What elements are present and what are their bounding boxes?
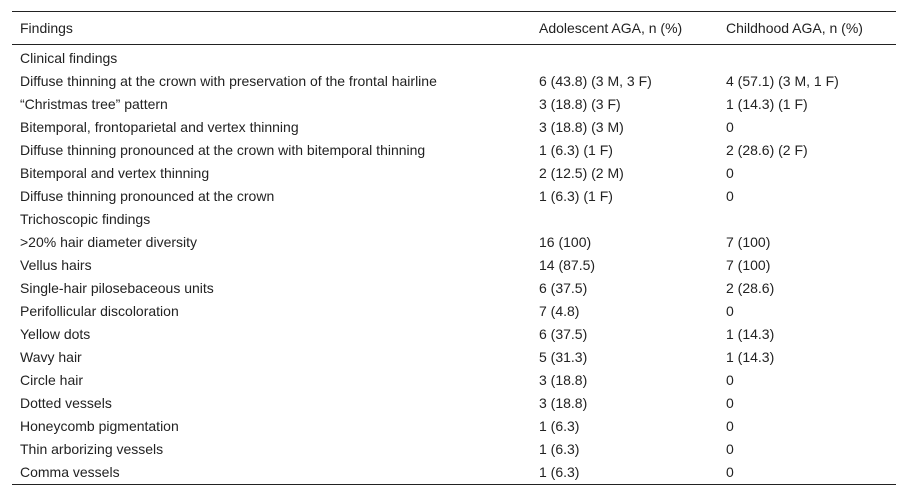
finding-cell: Comma vessels: [20, 464, 120, 480]
finding-cell: Wavy hair: [20, 349, 82, 365]
adolescent-value-cell: 3 (18.8): [539, 395, 588, 411]
adolescent-value-cell: 6 (37.5): [539, 280, 588, 296]
childhood-value-cell: 0: [726, 395, 734, 411]
adolescent-value-cell: 1 (6.3) (1 F): [539, 188, 613, 204]
table-header: [12, 12, 896, 45]
childhood-value-cell: 1 (14.3) (1 F): [726, 96, 808, 112]
finding-cell: Thin arborizing vessels: [20, 441, 164, 457]
finding-cell: Single-hair pilosebaceous units: [20, 280, 214, 296]
adolescent-value-cell: 3 (18.8) (3 F): [539, 96, 621, 112]
adolescent-value-cell: 2 (12.5) (2 M): [539, 165, 624, 181]
header-adolescent-aga: Adolescent AGA, n (%): [539, 20, 683, 36]
adolescent-value-cell: 6 (37.5): [539, 326, 588, 342]
findings-table-container: [12, 11, 896, 485]
section-label: Trichoscopic findings: [20, 211, 151, 227]
adolescent-value-cell: 5 (31.3): [539, 349, 588, 365]
table-row: [12, 461, 896, 485]
table-row: [12, 415, 896, 438]
table-row: [12, 346, 896, 369]
childhood-value-cell: 0: [726, 303, 734, 319]
childhood-value-cell: 7 (100): [726, 257, 771, 273]
adolescent-value-cell: 6 (43.8) (3 M, 3 F): [539, 73, 652, 89]
table-body: [12, 45, 896, 485]
finding-cell: “Christmas tree” pattern: [20, 96, 168, 112]
finding-cell: Vellus hairs: [20, 257, 92, 273]
table-row: [12, 93, 896, 116]
table-row: [12, 300, 896, 323]
childhood-value-cell: 0: [726, 418, 734, 434]
finding-cell: Bitemporal and vertex thinning: [20, 165, 210, 181]
adolescent-value-cell: 3 (18.8) (3 M): [539, 119, 624, 135]
finding-cell: Dotted vessels: [20, 395, 112, 411]
childhood-value-cell: 0: [726, 165, 734, 181]
finding-cell: Bitemporal, frontoparietal and vertex thinning: [20, 119, 299, 135]
header-findings: Findings: [20, 20, 73, 36]
adolescent-value-cell: 1 (6.3): [539, 464, 580, 480]
table-row: [12, 277, 896, 300]
childhood-value-cell: 2 (28.6) (2 F): [726, 142, 808, 158]
finding-cell: Diffuse thinning at the crown with preservation of the frontal hairline: [20, 73, 437, 89]
table-row: [12, 70, 896, 93]
adolescent-value-cell: 1 (6.3): [539, 418, 580, 434]
adolescent-value-cell: 14 (87.5): [539, 257, 596, 273]
adolescent-value-cell: 1 (6.3): [539, 441, 580, 457]
table-row: [12, 438, 896, 461]
finding-cell: Diffuse thinning pronounced at the crown: [20, 188, 275, 204]
section-row: [12, 45, 896, 71]
table-row: [12, 369, 896, 392]
childhood-value-cell: 1 (14.3): [726, 326, 775, 342]
adolescent-value-cell: 16 (100): [539, 234, 592, 250]
childhood-value-cell: 4 (57.1) (3 M, 1 F): [726, 73, 839, 89]
adolescent-value-cell: 3 (18.8): [539, 372, 588, 388]
header-row: [12, 12, 896, 45]
table-row: [12, 323, 896, 346]
childhood-value-cell: 7 (100): [726, 234, 771, 250]
table-row: [12, 116, 896, 139]
table-row: [12, 392, 896, 415]
table-row: [12, 139, 896, 162]
section-row: [12, 208, 896, 231]
finding-cell: Perifollicular discoloration: [20, 303, 179, 319]
childhood-value-cell: 0: [726, 464, 734, 480]
findings-table: [12, 11, 896, 485]
childhood-value-cell: 1 (14.3): [726, 349, 775, 365]
header-childhood-aga: Childhood AGA, n (%): [726, 20, 863, 36]
table-row: [12, 162, 896, 185]
childhood-value-cell: 0: [726, 188, 734, 204]
finding-cell: Honeycomb pigmentation: [20, 418, 179, 434]
section-label: Clinical findings: [20, 50, 118, 66]
childhood-value-cell: 0: [726, 119, 734, 135]
childhood-value-cell: 0: [726, 372, 734, 388]
table-row: [12, 185, 896, 208]
finding-cell: Diffuse thinning pronounced at the crown with bitemporal thinning: [20, 142, 426, 158]
finding-cell: >20% hair diameter diversity: [20, 234, 198, 250]
table-row: [12, 254, 896, 277]
finding-cell: Yellow dots: [20, 326, 91, 342]
adolescent-value-cell: 1 (6.3) (1 F): [539, 142, 613, 158]
finding-cell: Circle hair: [20, 372, 84, 388]
childhood-value-cell: 0: [726, 441, 734, 457]
childhood-value-cell: 2 (28.6): [726, 280, 775, 296]
table-row: [12, 231, 896, 254]
adolescent-value-cell: 7 (4.8): [539, 303, 580, 319]
